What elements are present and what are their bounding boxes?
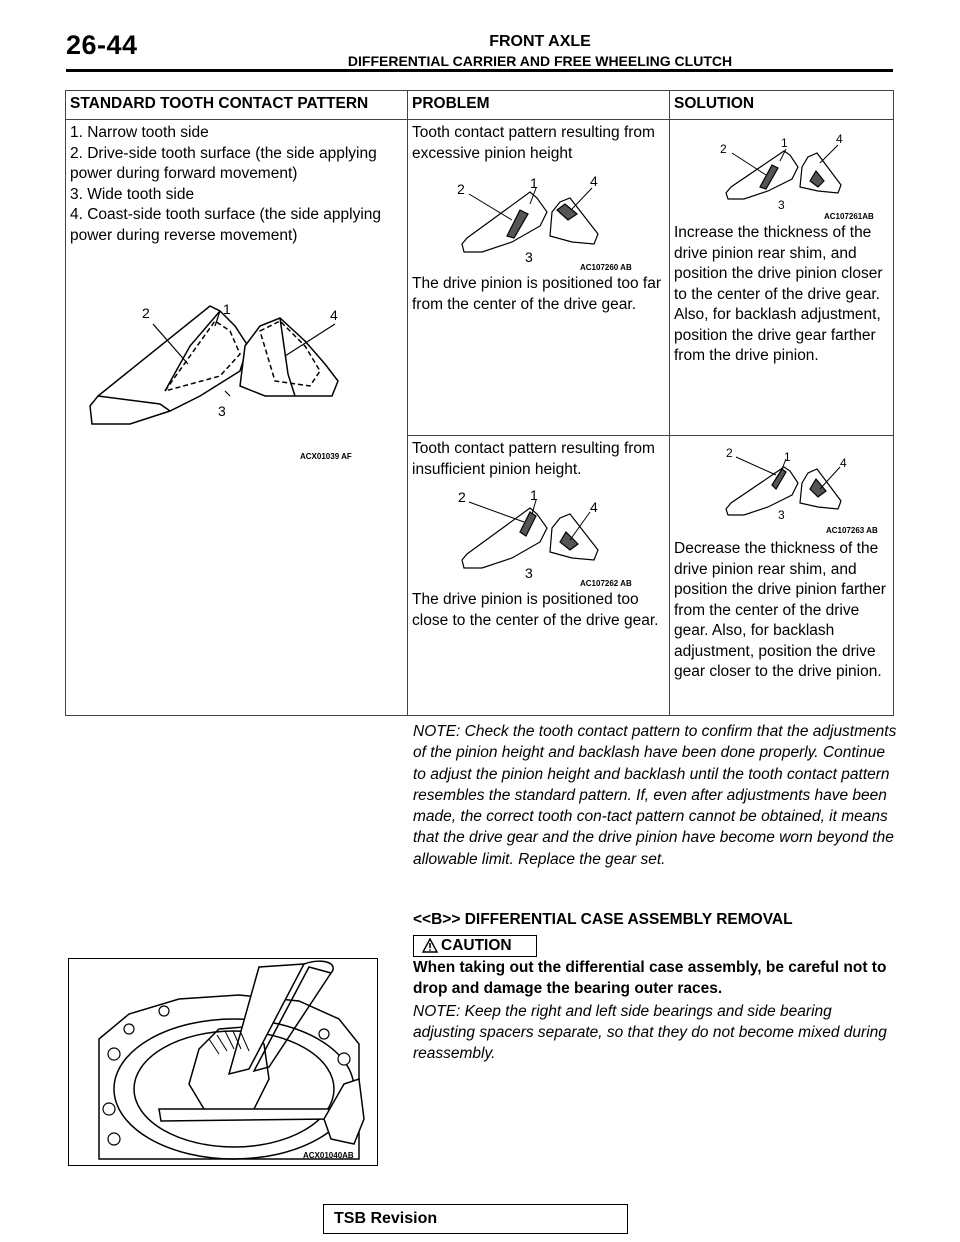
fig-label: 2: [720, 142, 727, 156]
differential-removal-figure: [68, 958, 378, 1166]
figure-code: ACX01039 AF: [300, 452, 352, 461]
solution-cell-1: [670, 120, 894, 436]
caution-badge: [413, 935, 537, 957]
footer-tsb-revision: [323, 1204, 628, 1234]
standard-item-2: 2. Drive-side tooth surface (the side applying power during forward movement): [70, 144, 377, 182]
fig-label: 1: [223, 301, 231, 317]
differential-case-illustration: [69, 959, 377, 1165]
standard-item-4: 4. Coast-side tooth surface (the side applying power during reverse movement): [70, 206, 382, 244]
fig-label: 3: [525, 249, 533, 265]
figure-code: AC107261AB: [824, 212, 874, 221]
standard-pattern-figure: [70, 246, 400, 476]
warning-triangle-icon: [422, 938, 438, 953]
fig-label: 1: [784, 450, 791, 464]
fig-label: 3: [778, 508, 785, 522]
solution-2-figure: [674, 439, 889, 539]
solution-cell-2: [670, 436, 894, 716]
col-header-solution: SOLUTION: [670, 91, 894, 120]
page-number: 26-44: [66, 30, 138, 60]
fig-label: 1: [781, 136, 788, 150]
table-row: [66, 120, 894, 436]
fig-label: 3: [525, 565, 533, 581]
note-tooth-contact: NOTE: Check the tooth contact pattern to confirm that the adjustments of the pinion height and backlash have been done properly. Continue to adjust the pinion height and backlash until the tooth contact pattern resembles the standard pattern. If, even after adjustments have been made, the correct tooth con-tact pattern cannot be obtained, it means that the drive gear and the drive pinion have become worn beyond the allowable limit. Replace the gear set.: [413, 723, 897, 868]
figure-code: ACX01040AB: [303, 1151, 354, 1160]
fig-label: 1: [530, 487, 538, 503]
figure-code: AC107260 AB: [580, 263, 632, 272]
figure-code: AC107263 AB: [826, 526, 878, 535]
fig-label: 3: [218, 403, 226, 419]
figure-code: AC107262 AB: [580, 579, 632, 588]
note-bearings: NOTE: Keep the right and left side bearings and side bearing adjusting spacers separate, so that they do not become mixed during reassembly.: [413, 1003, 887, 1062]
problem-1-figure: [412, 164, 662, 274]
col-header-standard: STANDARD TOOTH CONTACT PATTERN: [66, 91, 408, 120]
problem-2-figure: [412, 480, 662, 590]
fig-label: 2: [458, 489, 466, 505]
standard-pattern-cell: [66, 120, 408, 716]
fig-label: 4: [590, 499, 598, 515]
tooth-contact-table: [65, 90, 894, 716]
footer-label: TSB Revision: [334, 1210, 438, 1227]
fig-label: 4: [840, 456, 847, 470]
fig-label: 4: [590, 173, 598, 189]
fig-label: 4: [836, 132, 843, 146]
solution-1-text: Increase the thickness of the drive pinion rear shim, and position the drive pinion closer to the center of the drive gear. Also, for backlash adjustment, position the drive gear farther from the drive pinion.: [674, 224, 883, 364]
solution-2-text: Decrease the thickness of the drive pinion rear shim, and position the drive pinion farther from the center of the drive gear. Also, for backlash adjustment, position the drive gear closer to the drive pinion.: [674, 540, 886, 680]
problem-2-description: Tooth contact pattern resulting from insufficient pinion height.: [412, 440, 655, 478]
header-title: FRONT AXLE: [489, 33, 591, 50]
fig-label: 2: [142, 305, 150, 321]
fig-label: 2: [457, 181, 465, 197]
fig-label: 4: [330, 307, 338, 323]
problem-2-result: The drive pinion is positioned too close to the center of the drive gear.: [412, 591, 659, 629]
caution-label: CAUTION: [441, 937, 512, 954]
standard-item-3: 3. Wide tooth side: [70, 185, 195, 203]
problem-1-result: The drive pinion is positioned too far from the center of the drive gear.: [412, 275, 662, 313]
fig-label: 1: [530, 175, 538, 191]
solution-1-figure: [674, 123, 889, 223]
col-header-problem: PROBLEM: [408, 91, 670, 120]
section-title: <<B>> DIFFERENTIAL CASE ASSEMBLY REMOVAL: [413, 911, 793, 928]
header-subtitle: DIFFERENTIAL CARRIER AND FREE WHEELING CLUTCH: [347, 53, 733, 69]
problem-cell-1: [408, 120, 670, 436]
fig-label: 2: [726, 446, 733, 460]
caution-text: When taking out the differential case assembly, be careful not to drop and damage the bearing outer races.: [413, 959, 887, 997]
problem-1-description: Tooth contact pattern resulting from excessive pinion height: [412, 124, 655, 162]
problem-cell-2: [408, 436, 670, 716]
standard-item-1: 1. Narrow tooth side: [70, 124, 209, 141]
fig-label: 3: [778, 198, 785, 212]
header-rule: [66, 69, 893, 72]
table-header-row: [66, 91, 894, 120]
